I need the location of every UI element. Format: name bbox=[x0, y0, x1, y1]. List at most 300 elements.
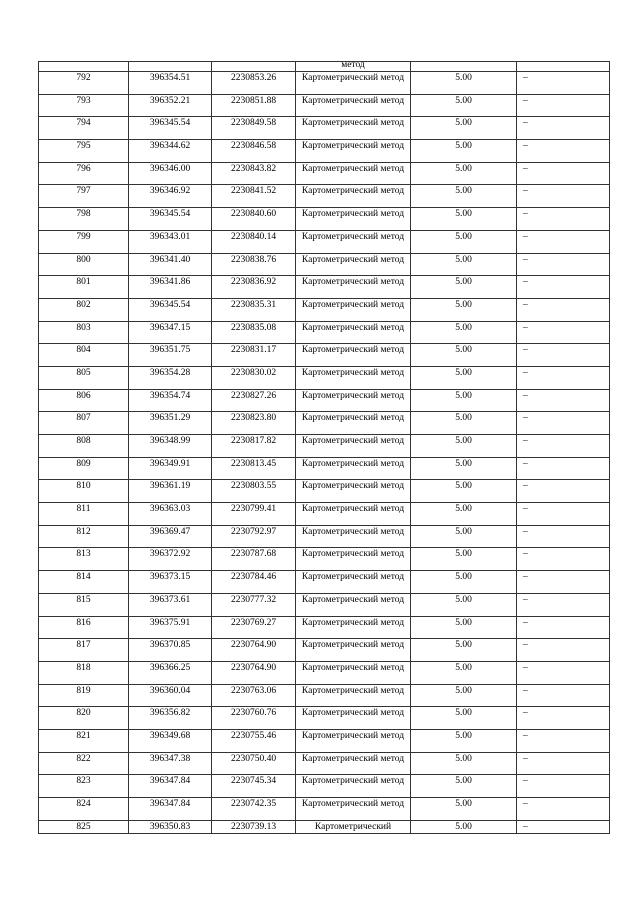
description: – bbox=[523, 662, 528, 673]
method: Картометрический метод bbox=[301, 413, 405, 424]
description: – bbox=[523, 209, 528, 220]
method-cell bbox=[296, 435, 411, 458]
method: Картометрический метод bbox=[301, 436, 405, 446]
precision: 5.00 bbox=[455, 776, 472, 787]
precision-cell bbox=[411, 321, 517, 344]
y-coordinate-cell bbox=[212, 298, 296, 321]
y-coordinate-cell bbox=[212, 230, 296, 253]
table-cell bbox=[129, 62, 212, 72]
precision: 5.00 bbox=[455, 458, 472, 469]
precision: 5.00 bbox=[455, 436, 472, 446]
x-coordinate-cell bbox=[129, 389, 212, 412]
point-number: 814 bbox=[76, 572, 91, 583]
method: Картометрический метод bbox=[301, 481, 405, 492]
table-row bbox=[39, 707, 610, 730]
description: – bbox=[523, 617, 528, 628]
y-coordinate: 2230831.17 bbox=[230, 345, 277, 356]
description-cell bbox=[517, 435, 610, 458]
point-number-cell bbox=[39, 230, 129, 253]
method: Картометрический метод bbox=[301, 458, 405, 469]
description-cell bbox=[517, 140, 610, 163]
precision: 5.00 bbox=[455, 481, 472, 492]
y-coordinate: 2230799.41 bbox=[230, 504, 277, 515]
x-coordinate: 396354.51 bbox=[149, 73, 191, 83]
table-row bbox=[39, 140, 610, 163]
point-number: 808 bbox=[76, 436, 91, 446]
y-coordinate-cell bbox=[212, 820, 296, 833]
precision-cell bbox=[411, 820, 517, 833]
x-coordinate-cell bbox=[129, 344, 212, 367]
y-coordinate-cell bbox=[212, 525, 296, 548]
point-number-cell bbox=[39, 775, 129, 798]
point-number-cell bbox=[39, 162, 129, 185]
point-number-cell bbox=[39, 435, 129, 458]
x-coordinate-cell bbox=[129, 140, 212, 163]
point-number: 818 bbox=[76, 662, 91, 673]
point-number: 800 bbox=[76, 254, 91, 265]
x-coordinate: 396356.82 bbox=[149, 708, 191, 719]
x-coordinate: 396352.21 bbox=[149, 95, 191, 106]
x-coordinate: 396343.01 bbox=[149, 231, 191, 242]
x-coordinate-cell bbox=[129, 707, 212, 730]
x-coordinate-cell bbox=[129, 639, 212, 662]
table-row bbox=[39, 276, 610, 299]
x-coordinate-cell bbox=[129, 480, 212, 503]
point-number: 820 bbox=[76, 708, 91, 719]
x-coordinate: 396341.86 bbox=[149, 277, 191, 288]
x-coordinate: 396354.28 bbox=[149, 367, 191, 378]
precision: 5.00 bbox=[455, 231, 472, 242]
y-coordinate: 2230843.82 bbox=[230, 163, 277, 174]
method-cell bbox=[296, 684, 411, 707]
y-coordinate: 2230835.31 bbox=[230, 299, 277, 310]
point-number: 796 bbox=[76, 163, 91, 174]
x-coordinate: 396366.25 bbox=[149, 662, 191, 673]
y-coordinate-cell bbox=[212, 684, 296, 707]
y-coordinate: 2230840.60 bbox=[230, 209, 277, 220]
method: Картометрический метод bbox=[301, 617, 405, 628]
x-coordinate-cell bbox=[129, 798, 212, 821]
description: – bbox=[523, 322, 528, 333]
y-coordinate-cell bbox=[212, 775, 296, 798]
point-number: 823 bbox=[76, 776, 91, 787]
description: – bbox=[523, 277, 528, 288]
y-coordinate-cell bbox=[212, 593, 296, 616]
table-row bbox=[39, 185, 610, 208]
x-coordinate: 396369.47 bbox=[149, 526, 191, 537]
point-number-cell bbox=[39, 321, 129, 344]
x-coordinate-cell bbox=[129, 435, 212, 458]
y-coordinate-cell bbox=[212, 276, 296, 299]
method: Картометрический метод bbox=[301, 776, 405, 787]
description: – bbox=[523, 163, 528, 174]
point-number: 812 bbox=[76, 526, 91, 537]
table-row bbox=[39, 412, 610, 435]
table-row bbox=[39, 503, 610, 526]
point-number: 815 bbox=[76, 594, 91, 605]
y-coordinate: 2230745.34 bbox=[230, 776, 277, 787]
precision: 5.00 bbox=[455, 572, 472, 583]
x-coordinate: 396375.91 bbox=[149, 617, 191, 628]
precision: 5.00 bbox=[455, 73, 472, 83]
method: Картометрический метод bbox=[301, 231, 405, 242]
point-number: 805 bbox=[76, 367, 91, 378]
precision-cell bbox=[411, 389, 517, 412]
point-number: 798 bbox=[76, 209, 91, 220]
precision-cell bbox=[411, 230, 517, 253]
method: Картометрический метод bbox=[301, 322, 405, 333]
description-cell bbox=[517, 752, 610, 775]
method-cell bbox=[296, 412, 411, 435]
y-coordinate-cell bbox=[212, 389, 296, 412]
x-coordinate: 396347.38 bbox=[149, 753, 191, 764]
y-coordinate: 2230777.32 bbox=[230, 594, 277, 605]
point-number: 797 bbox=[76, 186, 91, 197]
x-coordinate: 396351.29 bbox=[149, 413, 191, 424]
method-cell bbox=[296, 571, 411, 594]
description: – bbox=[523, 776, 528, 787]
description-cell bbox=[517, 230, 610, 253]
x-coordinate: 396354.74 bbox=[149, 390, 191, 401]
method-cell bbox=[296, 230, 411, 253]
table-row bbox=[39, 366, 610, 389]
point-number-cell bbox=[39, 752, 129, 775]
y-coordinate: 2230853.26 bbox=[230, 73, 277, 83]
precision: 5.00 bbox=[455, 390, 472, 401]
precision: 5.00 bbox=[455, 662, 472, 673]
description-cell bbox=[517, 366, 610, 389]
point-number: 813 bbox=[76, 549, 91, 560]
precision: 5.00 bbox=[455, 277, 472, 288]
x-coordinate: 396346.00 bbox=[149, 163, 191, 174]
point-number: 795 bbox=[76, 141, 91, 152]
method-cell bbox=[296, 503, 411, 526]
description: – bbox=[523, 504, 528, 515]
precision: 5.00 bbox=[455, 640, 472, 651]
description: – bbox=[523, 594, 528, 605]
method: Картометрический метод bbox=[301, 572, 405, 583]
method-cell bbox=[296, 457, 411, 480]
precision: 5.00 bbox=[455, 617, 472, 628]
precision-cell bbox=[411, 775, 517, 798]
precision-cell bbox=[411, 435, 517, 458]
table-row bbox=[39, 525, 610, 548]
method: Картометрический метод bbox=[301, 345, 405, 356]
point-number: 809 bbox=[76, 458, 91, 469]
point-number-cell bbox=[39, 253, 129, 276]
point-number-cell bbox=[39, 276, 129, 299]
precision: 5.00 bbox=[455, 526, 472, 537]
method: Картометрический метод bbox=[301, 209, 405, 220]
precision: 5.00 bbox=[455, 594, 472, 605]
description: – bbox=[523, 730, 528, 741]
table-row bbox=[39, 571, 610, 594]
description-cell bbox=[517, 729, 610, 752]
description: – bbox=[523, 640, 528, 651]
table-row bbox=[39, 820, 610, 833]
y-coordinate: 2230760.76 bbox=[230, 708, 277, 719]
method: Картометрический метод bbox=[301, 685, 405, 696]
y-coordinate: 2230836.92 bbox=[230, 277, 277, 288]
description: – bbox=[523, 458, 528, 469]
y-coordinate: 2230841.52 bbox=[230, 186, 277, 197]
y-coordinate-cell bbox=[212, 253, 296, 276]
precision-cell bbox=[411, 548, 517, 571]
precision: 5.00 bbox=[455, 730, 472, 741]
method-cell bbox=[296, 117, 411, 140]
y-coordinate-cell bbox=[212, 72, 296, 95]
method: Картометрический метод bbox=[301, 708, 405, 719]
table-row bbox=[39, 593, 610, 616]
x-coordinate: 396360.04 bbox=[149, 685, 191, 696]
method: Картометрический метод bbox=[301, 141, 405, 152]
precision: 5.00 bbox=[455, 504, 472, 515]
x-coordinate-cell bbox=[129, 72, 212, 95]
description-cell bbox=[517, 548, 610, 571]
method: Картометрический метод bbox=[301, 186, 405, 197]
y-coordinate-cell bbox=[212, 503, 296, 526]
table-row bbox=[39, 639, 610, 662]
method-cell bbox=[296, 661, 411, 684]
description: – bbox=[523, 254, 528, 265]
table-row bbox=[39, 435, 610, 458]
y-coordinate: 2230750.40 bbox=[230, 753, 277, 764]
method: Картометрический метод bbox=[301, 662, 405, 673]
method: Картометрический метод bbox=[301, 73, 405, 83]
method-fragment: метод bbox=[341, 60, 365, 70]
point-number-cell bbox=[39, 185, 129, 208]
point-number-cell bbox=[39, 707, 129, 730]
x-coordinate-cell bbox=[129, 162, 212, 185]
description-cell bbox=[517, 185, 610, 208]
y-coordinate-cell bbox=[212, 571, 296, 594]
description-cell bbox=[517, 525, 610, 548]
x-coordinate: 396350.83 bbox=[149, 821, 191, 832]
precision-cell bbox=[411, 117, 517, 140]
y-coordinate: 2230792.97 bbox=[230, 526, 277, 537]
description-cell bbox=[517, 457, 610, 480]
y-coordinate: 2230851.88 bbox=[230, 95, 277, 106]
x-coordinate: 396346.92 bbox=[149, 186, 191, 197]
precision-cell bbox=[411, 639, 517, 662]
x-coordinate: 396349.91 bbox=[149, 458, 191, 469]
x-coordinate: 396348.99 bbox=[149, 436, 191, 446]
method-cell bbox=[296, 775, 411, 798]
x-coordinate-cell bbox=[129, 208, 212, 231]
y-coordinate: 2230755.46 bbox=[230, 730, 277, 741]
y-coordinate-cell bbox=[212, 707, 296, 730]
y-coordinate: 2230823.80 bbox=[230, 413, 277, 424]
y-coordinate: 2230835.08 bbox=[230, 322, 277, 333]
x-coordinate: 396347.15 bbox=[149, 322, 191, 333]
precision: 5.00 bbox=[455, 821, 472, 832]
y-coordinate: 2230838.76 bbox=[230, 254, 277, 265]
description-cell bbox=[517, 775, 610, 798]
y-coordinate-cell bbox=[212, 661, 296, 684]
method: Картометрический метод bbox=[301, 504, 405, 515]
method-cell bbox=[296, 321, 411, 344]
method: Картометрический метод bbox=[301, 730, 405, 741]
description: – bbox=[523, 299, 528, 310]
table-row bbox=[39, 798, 610, 821]
precision-cell bbox=[411, 298, 517, 321]
precision-cell bbox=[411, 525, 517, 548]
precision-cell bbox=[411, 752, 517, 775]
precision-cell bbox=[411, 140, 517, 163]
table-row bbox=[39, 162, 610, 185]
y-coordinate-cell bbox=[212, 162, 296, 185]
precision: 5.00 bbox=[455, 163, 472, 174]
x-coordinate-cell bbox=[129, 457, 212, 480]
method-cell bbox=[296, 94, 411, 117]
table-row bbox=[39, 389, 610, 412]
table-row bbox=[39, 661, 610, 684]
method-cell bbox=[296, 798, 411, 821]
precision: 5.00 bbox=[455, 95, 472, 106]
precision: 5.00 bbox=[455, 254, 472, 265]
description-cell bbox=[517, 412, 610, 435]
precision: 5.00 bbox=[455, 209, 472, 220]
precision-cell bbox=[411, 457, 517, 480]
point-number-cell bbox=[39, 571, 129, 594]
point-number: 801 bbox=[76, 277, 91, 288]
x-coordinate-cell bbox=[129, 752, 212, 775]
description-cell bbox=[517, 503, 610, 526]
x-coordinate: 396345.54 bbox=[149, 118, 191, 129]
x-coordinate: 396347.84 bbox=[149, 799, 191, 809]
method: Картометрический метод bbox=[301, 549, 405, 560]
table-row bbox=[39, 548, 610, 571]
point-number: 819 bbox=[76, 685, 91, 696]
x-coordinate-cell bbox=[129, 94, 212, 117]
point-number: 806 bbox=[76, 390, 91, 401]
description: – bbox=[523, 231, 528, 242]
y-coordinate-cell bbox=[212, 616, 296, 639]
x-coordinate-cell bbox=[129, 117, 212, 140]
precision-cell bbox=[411, 684, 517, 707]
method-cell bbox=[296, 162, 411, 185]
x-coordinate-cell bbox=[129, 525, 212, 548]
table-row bbox=[39, 752, 610, 775]
y-coordinate: 2230817.82 bbox=[230, 436, 277, 446]
y-coordinate: 2230827.26 bbox=[230, 390, 277, 401]
x-coordinate-cell bbox=[129, 593, 212, 616]
description: – bbox=[523, 481, 528, 492]
x-coordinate-cell bbox=[129, 571, 212, 594]
description-cell bbox=[517, 298, 610, 321]
precision-cell bbox=[411, 661, 517, 684]
x-coordinate: 396349.68 bbox=[149, 730, 191, 741]
point-number-cell bbox=[39, 480, 129, 503]
description-cell bbox=[517, 639, 610, 662]
description: – bbox=[523, 118, 528, 129]
description: – bbox=[523, 186, 528, 197]
y-coordinate: 2230846.58 bbox=[230, 141, 277, 152]
precision-cell bbox=[411, 366, 517, 389]
method: Картометрический метод bbox=[301, 118, 405, 129]
method-cell bbox=[296, 253, 411, 276]
y-coordinate: 2230769.27 bbox=[230, 617, 277, 628]
x-coordinate-cell bbox=[129, 616, 212, 639]
description-cell bbox=[517, 707, 610, 730]
method-cell bbox=[296, 525, 411, 548]
x-coordinate-cell bbox=[129, 298, 212, 321]
point-number: 817 bbox=[76, 640, 91, 651]
table-row bbox=[39, 230, 610, 253]
x-coordinate-cell bbox=[129, 230, 212, 253]
x-coordinate: 396347.84 bbox=[149, 776, 191, 787]
point-number-cell bbox=[39, 117, 129, 140]
precision: 5.00 bbox=[455, 186, 472, 197]
table-cell bbox=[517, 62, 610, 72]
y-coordinate: 2230739.13 bbox=[230, 821, 277, 832]
y-coordinate-cell bbox=[212, 208, 296, 231]
method-cell bbox=[296, 366, 411, 389]
description-cell bbox=[517, 480, 610, 503]
x-coordinate-cell bbox=[129, 185, 212, 208]
coordinates-table bbox=[38, 61, 610, 834]
table-row bbox=[39, 344, 610, 367]
description-cell bbox=[517, 616, 610, 639]
description: – bbox=[523, 390, 528, 401]
description: – bbox=[523, 141, 528, 152]
point-number-cell bbox=[39, 616, 129, 639]
method: Картометрический метод bbox=[301, 95, 405, 106]
x-coordinate: 396341.40 bbox=[149, 254, 191, 265]
precision-cell bbox=[411, 276, 517, 299]
point-number: 793 bbox=[76, 95, 91, 106]
point-number-cell bbox=[39, 94, 129, 117]
precision: 5.00 bbox=[455, 549, 472, 560]
x-coordinate-cell bbox=[129, 729, 212, 752]
table-row bbox=[39, 480, 610, 503]
precision-cell bbox=[411, 94, 517, 117]
point-number: 811 bbox=[76, 504, 91, 515]
table-row bbox=[39, 729, 610, 752]
point-number-cell bbox=[39, 366, 129, 389]
x-coordinate: 396372.92 bbox=[149, 549, 191, 560]
description-cell bbox=[517, 820, 610, 833]
method: Картометрический метод bbox=[301, 390, 405, 401]
description: – bbox=[523, 345, 528, 356]
point-number: 824 bbox=[76, 799, 91, 809]
method-cell bbox=[296, 389, 411, 412]
description-cell bbox=[517, 571, 610, 594]
x-coordinate: 396373.15 bbox=[149, 572, 191, 583]
table-row bbox=[39, 616, 610, 639]
x-coordinate-cell bbox=[129, 820, 212, 833]
point-number-cell bbox=[39, 457, 129, 480]
x-coordinate: 396373.61 bbox=[149, 594, 191, 605]
y-coordinate: 2230787.68 bbox=[230, 549, 277, 560]
y-coordinate: 2230764.90 bbox=[230, 640, 277, 651]
precision-cell bbox=[411, 253, 517, 276]
table-row bbox=[39, 321, 610, 344]
table-row bbox=[39, 457, 610, 480]
point-number-cell bbox=[39, 684, 129, 707]
precision-cell bbox=[411, 798, 517, 821]
point-number-cell bbox=[39, 729, 129, 752]
x-coordinate-cell bbox=[129, 366, 212, 389]
y-coordinate-cell bbox=[212, 344, 296, 367]
y-coordinate-cell bbox=[212, 457, 296, 480]
method: Картометрический метод bbox=[301, 594, 405, 605]
point-number-cell bbox=[39, 140, 129, 163]
point-number-cell bbox=[39, 525, 129, 548]
precision: 5.00 bbox=[455, 345, 472, 356]
precision-cell bbox=[411, 729, 517, 752]
point-number-cell bbox=[39, 208, 129, 231]
